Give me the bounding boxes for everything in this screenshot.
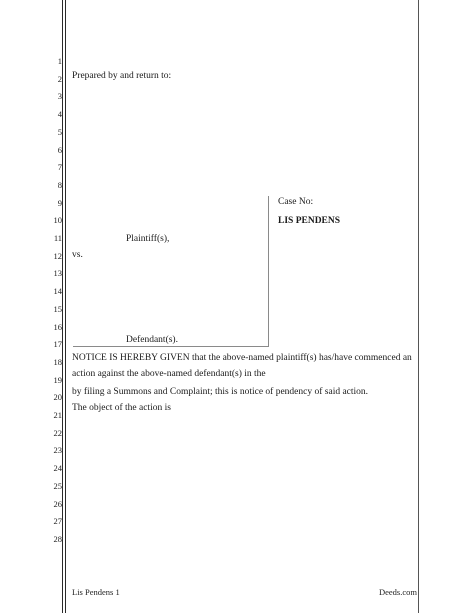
defendant-label: Defendant(s). xyxy=(126,335,178,345)
document-title: LIS PENDENS xyxy=(278,216,341,226)
line-number: 6 xyxy=(57,144,62,155)
footer-document-name: Lis Pendens 1 xyxy=(72,587,120,597)
left-margin-rule-outer xyxy=(62,0,63,613)
line-number: 14 xyxy=(53,286,62,297)
notice-line-3: by filing a Summons and Complaint; this is notice of pendency of said action. xyxy=(72,387,369,397)
line-number: 11 xyxy=(53,233,62,243)
right-margin-rule xyxy=(418,0,419,613)
line-number: 22 xyxy=(53,427,62,438)
line-number: 28 xyxy=(53,533,62,544)
line-number: 20 xyxy=(53,392,62,403)
line-number: 3 xyxy=(57,91,62,102)
line-number: 25 xyxy=(53,480,62,491)
line-number: 21 xyxy=(53,410,62,420)
line-number: 24 xyxy=(53,463,62,474)
line-number: 10 xyxy=(53,215,62,226)
line-number: 1 xyxy=(57,56,62,66)
line-number: 9 xyxy=(57,197,62,208)
line-number: 17 xyxy=(53,339,62,350)
caption-vertical-line xyxy=(268,196,269,346)
line-number: 2 xyxy=(57,73,62,84)
versus-label: vs. xyxy=(72,250,83,260)
line-number: 15 xyxy=(53,303,62,314)
left-margin-rule-inner xyxy=(65,0,66,613)
object-of-action-line: The object of the action is xyxy=(72,403,171,413)
line-number: 8 xyxy=(57,179,62,190)
line-number: 16 xyxy=(53,321,62,332)
line-number: 5 xyxy=(57,126,62,137)
line-number: 26 xyxy=(53,498,62,509)
line-number: 13 xyxy=(53,268,62,279)
footer-source: Deeds.com xyxy=(379,587,418,597)
line-number: 27 xyxy=(53,516,62,527)
prepared-by-text: Prepared by and return to: xyxy=(72,71,172,81)
line-number: 4 xyxy=(57,109,62,120)
line-number: 23 xyxy=(53,445,62,456)
line-number: 19 xyxy=(53,374,62,385)
line-number: 12 xyxy=(53,250,62,261)
case-number-label: Case No: xyxy=(278,197,314,207)
line-number: 7 xyxy=(57,162,62,173)
caption-horizontal-line xyxy=(73,346,269,347)
notice-line-1: NOTICE IS HEREBY GIVEN that the above-named plaintiff(s) has/have commenced an xyxy=(72,353,412,363)
plaintiff-label: Plaintiff(s), xyxy=(126,234,170,244)
line-number: 18 xyxy=(53,356,62,367)
notice-line-2: action against the above-named defendant(s) in the xyxy=(72,369,266,379)
